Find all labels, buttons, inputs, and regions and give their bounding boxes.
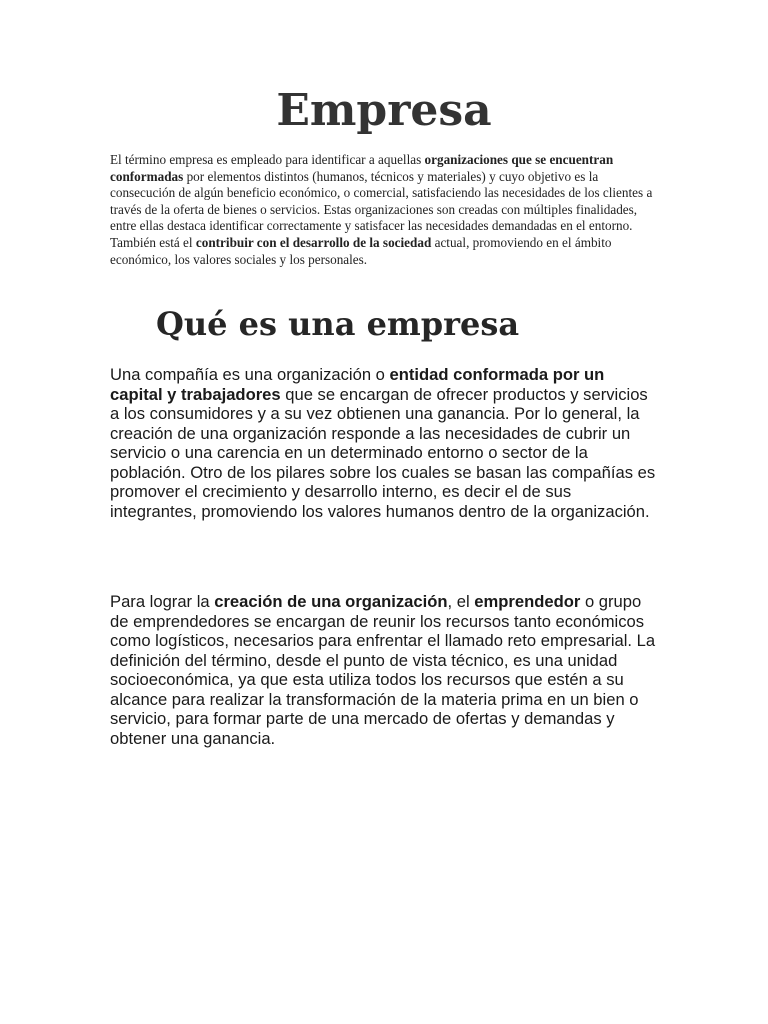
company-text-1: Una compañía es una organización o [110,365,390,384]
intro-text-2: por elementos distintos (humanos, técnicos y materiales) y cuyo objetivo es la consecución de algún beneficio económico, o comercial, satisfaciendo las necesidades de los clientes a través de la oferta de bienes o servicios. Estas organizaciones son creadas con múltiples finalidades, entre ellas destaca identificar correctamente y satisfacer las necesidades demandadas en el entorno. También está el [110,168,653,250]
creation-text-3: o grupo de emprendedores se encargan de reunir los recursos tanto económicos como logísticos, necesarios para enfrentar el llamado reto empresarial. La definición del término, desde el punto de vista técnico, es una unidad socioeconómica, ya que esta utiliza todos los recursos que estén a su alcance para realizar la transformación de la materia prima en un bien o servicio, para formar parte de una mercado de ofertas y demandas y obtener una ganancia. [110,592,656,748]
company-paragraph [110,365,660,521]
page-title: Empresa [276,85,492,136]
creation-paragraph [110,592,660,748]
creation-text-2: , el [447,592,475,611]
intro-text-1: El término empresa es empleado para identificar a aquellas [110,152,425,167]
intro-text-3: actual, promoviendo en el ámbito económico, los valores sociales y los personales. [110,234,612,267]
intro-bold-1: organizaciones que se encuentran conformadas [110,152,614,184]
section-heading: Qué es una empresa [156,305,520,343]
creation-bold-1: creación de una organización [214,592,448,611]
creation-bold-2: emprendedor [474,592,581,611]
intro-bold-2: contribuir con el desarrollo de la sociedad [195,234,432,250]
company-bold-1: entidad conformada por un capital y trabajadores [110,365,605,404]
company-text-2: que se encargan de ofrecer productos y servicios a los consumidores y a su vez obtienen una ganancia. Por lo general, la creación de una organización responde a las necesidades de cubrir un servicio o una carencia en un determinado entorno o sector de la población. Otro de los pilares sobre los cuales se basan las compañías es promover el crecimiento y desarrollo interno, es decir el de sus integrantes, promoviendo los valores humanos dentro de la organización. [110,384,656,521]
intro-paragraph [110,152,660,268]
creation-text-1: Para lograr la [110,592,215,611]
